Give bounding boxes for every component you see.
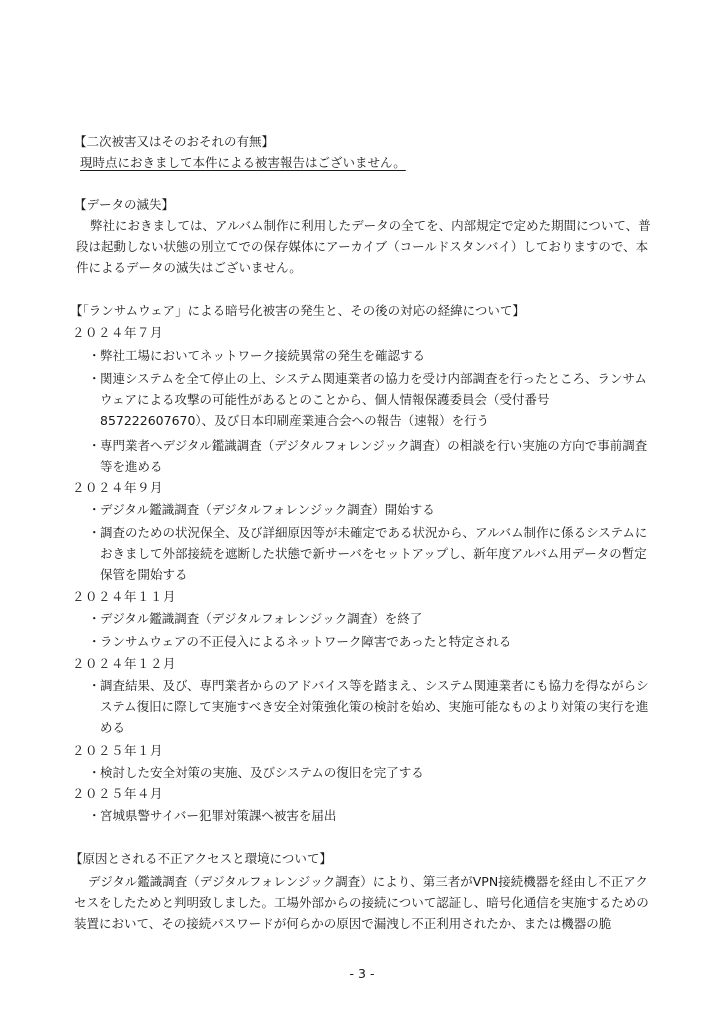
timeline-item: [88, 675, 653, 738]
timeline-item-text: 関連システムを全て停止の上、システム関連業者の協力を受け内部調査を行ったところ、ランサムウェアによる攻撃の可能性があるとのことから、個人情報保護委員会（受付番号857222607670）、及び日本印刷産業連合会への報告（速報）を行う: [100, 371, 647, 428]
bullet-mark: ・: [88, 438, 101, 453]
timeline-date: ２０２５年４月: [72, 786, 164, 801]
timeline-date: ２０２４年１２月: [72, 656, 177, 671]
timeline-item-text: デジタル鑑識調査（デジタルフォレンジック調査）開始する: [100, 502, 435, 517]
bullet-mark: ・: [88, 611, 101, 626]
bullet-mark: ・: [88, 502, 101, 517]
timeline-item: [88, 522, 653, 585]
timeline-item: [88, 368, 653, 431]
bullet-mark: ・: [88, 634, 101, 649]
timeline-item-text: 調査のための状況保全、及び詳細原因等が未確定である状況から、アルバム制作に係るシステムにおきまして外部接続を遮断した状態で新サーバをセットアップし、新年度アルバム用データの暫定保管を開始する: [100, 525, 648, 582]
timeline-item: [88, 805, 653, 826]
timeline-item-text: 調査結果、及び、専門業者からのアドバイス等を踏まえ、システム関連業者にも協力を得ながらシステム復旧に際して実施すべき安全対策強化策の検討を始め、実施可能なものより対策の実行を進める: [100, 678, 649, 735]
bullet-mark: ・: [88, 808, 101, 823]
timeline-item-text: 宮城県警サイバー犯罪対策課へ被害を届出: [100, 808, 337, 823]
section-heading-ransomware-timeline: 【「ランサムウェア」による暗号化被害の発生と、その後の対応の経緯について】: [70, 303, 525, 318]
timeline-item: [88, 435, 653, 477]
page-number: - 3 -: [349, 966, 375, 981]
bullet-mark: ・: [88, 678, 101, 693]
timeline-item-text: デジタル鑑識調査（デジタルフォレンジック調査）を終了: [100, 611, 423, 626]
timeline-date: ２０２４年７月: [72, 325, 164, 340]
timeline-date: ２０２５年１月: [72, 743, 164, 758]
cause-paragraph: デジタル鑑識調査（デジタルフォレンジック調査）により、第三者がVPN接続機器を経由し不正アクセスをしたためと判明致しました。工場外部からの接続について認証し、暗号化通信を実施するための装置において、その接続パスワードが何らかの原因で漏洩し不正利用されたか、または機器の脆: [74, 874, 649, 931]
timeline-item-text: 弊社工場においてネットワーク接続異常の発生を確認する: [100, 348, 426, 363]
timeline-item: [88, 608, 653, 629]
timeline-date: ２０２４年１１月: [72, 589, 177, 604]
timeline-item: [88, 499, 653, 520]
section-heading-data-loss: 【データの滅失】: [74, 197, 175, 212]
timeline-item-text: 専門業者へデジタル鑑識調査（デジタルフォレンジック調査）の相談を行い実施の方向で事前調査等を進める: [100, 438, 648, 474]
bullet-mark: ・: [88, 765, 101, 780]
bullet-mark: ・: [88, 371, 101, 386]
section-heading-cause: 【原因とされる不正アクセスと環境について】: [70, 851, 332, 866]
timeline-item: [88, 631, 653, 652]
timeline-item: [88, 345, 653, 366]
timeline-item: [88, 762, 653, 783]
bullet-mark: ・: [88, 348, 101, 363]
data-loss-paragraph: 弊社におきましては、アルバム制作に利用したデータの全てを、内部規定で定めた期間について、普段は起動しない状態の別立てでの保存媒体にアーカイブ（コールドスタンバイ）しておりますので、本件によるデータの滅失はございません。: [76, 218, 651, 275]
section-heading-secondary-damage: 【二次被害又はそのおそれの有無】: [74, 134, 275, 149]
secondary-damage-statement: 現時点におきまして本件による被害報告はございません。: [80, 155, 406, 170]
timeline-item-text: ランサムウェアの不正侵入によるネットワーク障害であったと特定される: [100, 634, 512, 649]
timeline-item-text: 検討した安全対策の実施、及びシステムの復旧を完了する: [100, 765, 424, 780]
timeline-date: ２０２４年９月: [72, 480, 164, 495]
bullet-mark: ・: [88, 525, 101, 540]
